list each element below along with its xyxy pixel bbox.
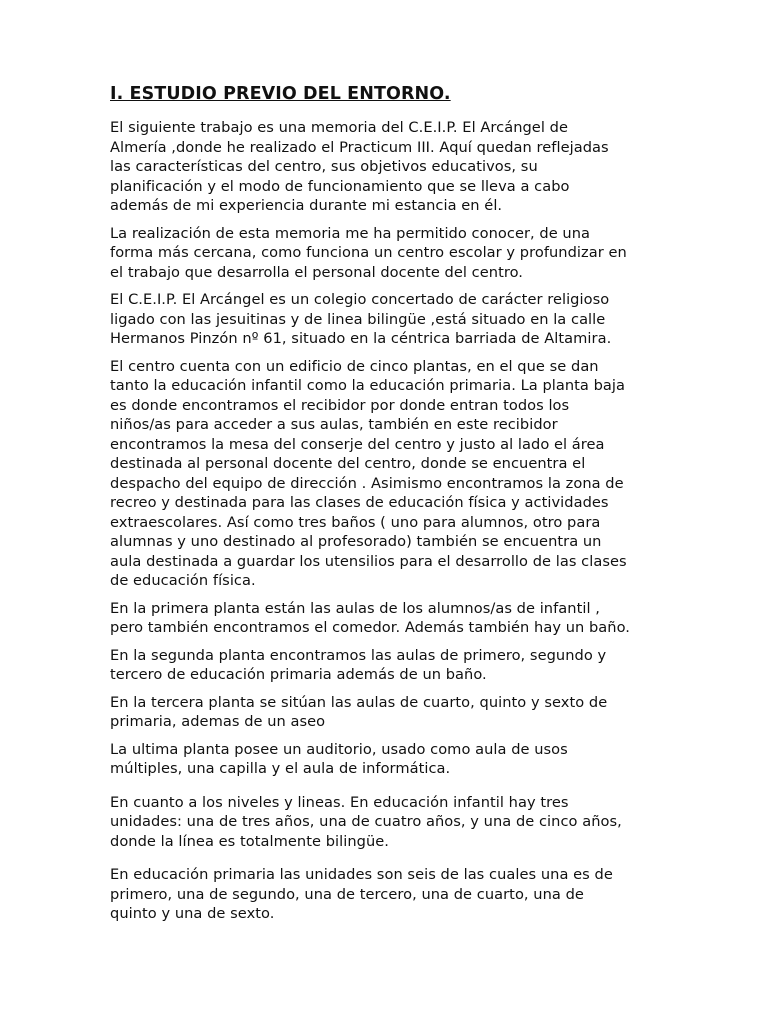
paragraph-primary-units: En educación primaria las unidades son seis de las cuales una es de primero, una de segundo, una de tercero, una de cuarto, una de quinto y una de sexto. <box>110 866 613 922</box>
paragraph-levels: En cuanto a los niveles y lineas. En educación infantil hay tres unidades: una de tres años, una de cuatro años, y una de cinco años, donde la línea es totalmente bilingüe. <box>110 793 622 850</box>
paragraph-second-floor: En la segunda planta encontramos las aulas de primero, segundo y tercero de educación primaria además de un baño. <box>110 646 607 683</box>
paragraph-third-floor: En la tercera planta se sitúan las aulas de cuarto, quinto y sexto de primaria, ademas de un aseo <box>110 693 608 730</box>
paragraph-building: El centro cuenta con un edificio de cinco plantas, en el que se dan tanto la educación infantil como la educación primaria. La planta baja es donde encontramos el recibidor por donde entran todos los niños/as para acceder a sus aulas, también en este recibidor encontramos la mesa del conserje del centro y justo al lado el área destinada al personal docente del centro, donde se encuentra el despacho del equipo de dirección . Asimismo encontramos la zona de recreo y destinada para las clases de educación física y actividades extraescolares. Así como tres baños ( uno para alumnos, otro para alumnas y uno destinado al profesorado) también se encuentra un aula destinada a guardar los utensilios para el desarrollo de las clases de educación física. <box>110 357 627 589</box>
paragraph-location: El C.E.I.P. El Arcángel es un colegio concertado de carácter religioso ligado con las jesuitinas y de linea bilingüe ,está situado en la calle Hermanos Pinzón nº 61, situado en la céntrica barriada de Altamira. <box>110 291 612 347</box>
paragraph-intro: El siguiente trabajo es una memoria del C.E.I.P. El Arcángel de Almería ,donde he realizado el Practicum III. Aquí quedan reflejadas las características del centro, sus objetivos educativos, su planificación y el modo de funcionamiento que se lleva a cabo además de mi experiencia durante mi estancia en él. <box>110 119 609 214</box>
paragraph-purpose: La realización de esta memoria me ha permitido conocer, de una forma más cercana, como funciona un centro escolar y profundizar en el trabajo que desarrolla el personal docente del centro. <box>110 224 627 281</box>
paragraph-top-floor: La ultima planta posee un auditorio, usado como aula de usos múltiples, una capilla y el aula de informática. <box>110 740 568 777</box>
paragraph-first-floor: En la primera planta están las aulas de los alumnos/as de infantil , pero también encontramos el comedor. Además también hay un baño. <box>110 599 630 636</box>
document-title: I. ESTUDIO PREVIO DEL ENTORNO. <box>110 84 451 104</box>
